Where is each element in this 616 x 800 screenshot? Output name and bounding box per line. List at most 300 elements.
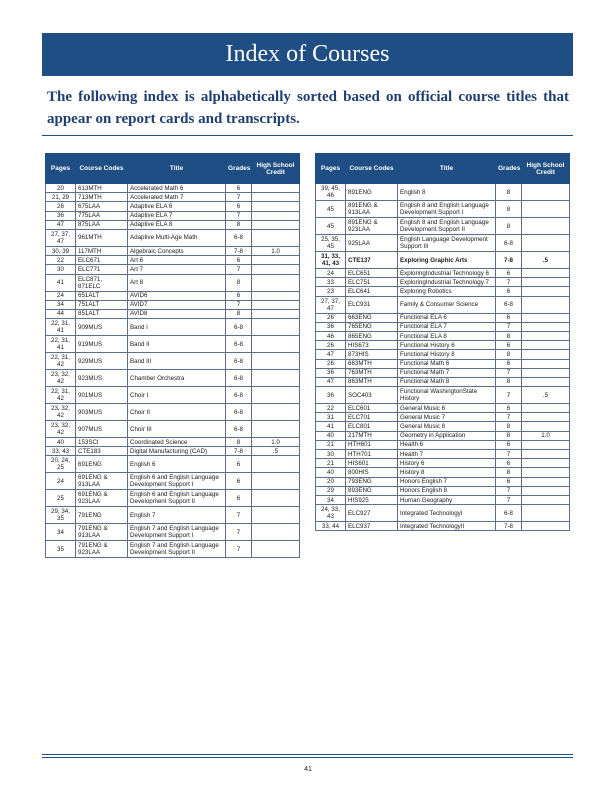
cell-pages: 30 <box>316 450 346 459</box>
cell-pages: 21 <box>316 459 346 468</box>
cell-title: English 6 and English Language Development Support II <box>128 490 226 507</box>
table-row <box>316 313 570 322</box>
col-pages: Pages <box>46 154 76 184</box>
cell-grades: 6 <box>226 456 252 473</box>
cell-title: English 7 and English Language Development Support II <box>128 541 226 558</box>
cell-credit <box>522 422 570 431</box>
cell-grades: 8 <box>226 220 252 229</box>
cell-pages: 30, 39 <box>46 246 76 255</box>
table-row <box>46 274 300 291</box>
course-index-table-right <box>315 153 570 531</box>
cell-title: Digital Manufacturing (CAD) <box>128 447 226 456</box>
col-grades: Grades <box>226 154 252 184</box>
cell-codes: CTE183 <box>76 447 128 456</box>
cell-codes: ELC801 <box>346 422 398 431</box>
cell-credit <box>522 377 570 386</box>
cell-grades: 7 <box>496 368 522 377</box>
table-row <box>316 377 570 386</box>
cell-title: Accelerated Math 6 <box>128 184 226 193</box>
cell-codes: 907MUS <box>76 421 128 438</box>
cell-codes: SOC403 <box>346 387 398 404</box>
cell-codes: 117MTH <box>76 246 128 255</box>
table-row <box>46 438 300 447</box>
cell-title: Adaptive ELA 8 <box>128 220 226 229</box>
cell-credit <box>252 300 300 309</box>
cell-title: AVID7 <box>128 300 226 309</box>
cell-credit <box>522 322 570 331</box>
cell-credit <box>522 459 570 468</box>
cell-pages: 22 <box>46 256 76 265</box>
cell-codes: CTE137 <box>346 252 398 269</box>
cell-codes: 903MUS <box>76 404 128 421</box>
cell-credit <box>522 522 570 531</box>
cell-title: English Language Development Support III <box>398 235 496 252</box>
cell-pages: 26 <box>46 202 76 211</box>
cell-credit: .5 <box>252 447 300 456</box>
cell-credit <box>522 450 570 459</box>
cell-pages: 20, 24, 25 <box>46 456 76 473</box>
cell-credit <box>522 341 570 350</box>
cell-grades: 6-8 <box>496 505 522 522</box>
cell-credit <box>522 413 570 422</box>
cell-pages: 22, 31, 42 <box>46 353 76 370</box>
cell-codes: 875LAA <box>76 220 128 229</box>
table-row <box>46 319 300 336</box>
cell-pages: 33, 44 <box>316 522 346 531</box>
cell-grades: 7 <box>226 507 252 524</box>
cell-pages: 20 <box>316 477 346 486</box>
cell-title: Integrated TechnologyI <box>398 505 496 522</box>
cell-codes: 893ENG <box>346 486 398 495</box>
table-row <box>316 505 570 522</box>
cell-credit: 1.0 <box>522 431 570 440</box>
cell-codes: 691ENG & 923LAA <box>76 490 128 507</box>
cell-codes: 961MTH <box>76 229 128 246</box>
table-row <box>316 387 570 404</box>
cell-grades: 6 <box>496 359 522 368</box>
table-row <box>46 184 300 193</box>
cell-grades: 6 <box>496 404 522 413</box>
cell-codes: 153SCI <box>76 438 128 447</box>
table-row <box>316 252 570 269</box>
cell-codes: 919MUS <box>76 336 128 353</box>
table-row <box>46 524 300 541</box>
cell-pages: 27, 37, 47 <box>46 229 76 246</box>
cell-grades: 7 <box>496 278 522 287</box>
table-row <box>46 246 300 255</box>
table-row <box>316 201 570 218</box>
cell-codes: 675LAA <box>76 202 128 211</box>
cell-grades: 8 <box>496 468 522 477</box>
col-codes: Course Codes <box>76 154 128 184</box>
cell-codes: 765ENG <box>346 322 398 331</box>
cell-codes: 613MTH <box>76 184 128 193</box>
cell-grades: 7 <box>496 486 522 495</box>
cell-pages: 41 <box>316 422 346 431</box>
table-row <box>316 235 570 252</box>
cell-credit <box>252 274 300 291</box>
cell-codes: ELC701 <box>346 413 398 422</box>
cell-title: Accelerated Math 7 <box>128 193 226 202</box>
cell-codes: 863MTH <box>346 377 398 386</box>
table-row <box>316 422 570 431</box>
cell-grades: 6-8 <box>226 421 252 438</box>
cell-pages: 47 <box>46 220 76 229</box>
cell-title: Art 6 <box>128 256 226 265</box>
cell-grades: 6 <box>496 269 522 278</box>
table-row <box>316 522 570 531</box>
cell-pages: 36 <box>316 322 346 331</box>
intro-paragraph: The following index is alphabetically sorted based on official course titles that appear on report cards and transcripts. <box>47 89 569 127</box>
cell-codes: 929MUS <box>76 353 128 370</box>
table-row <box>316 477 570 486</box>
cell-codes: 909MUS <box>76 319 128 336</box>
table-row <box>316 450 570 459</box>
cell-title: Functional Math 7 <box>398 368 496 377</box>
cell-codes: ELC871, 871ELC <box>76 274 128 291</box>
table-row <box>46 193 300 202</box>
cell-title: Functional ELA 8 <box>398 331 496 340</box>
cell-grades: 7 <box>226 265 252 274</box>
cell-title: Functional ELA 6 <box>398 313 496 322</box>
cell-pages: 22, 31, 42 <box>46 387 76 404</box>
cell-pages: 47 <box>316 377 346 386</box>
cell-credit: 1.0 <box>252 246 300 255</box>
table-row <box>316 468 570 477</box>
cell-pages: 29, 34, 35 <box>46 507 76 524</box>
cell-codes: 713MTH <box>76 193 128 202</box>
table-row <box>46 387 300 404</box>
cell-title: Choir III <box>128 421 226 438</box>
table-row <box>46 507 300 524</box>
cell-grades: 7-8 <box>226 246 252 255</box>
table-row <box>316 431 570 440</box>
cell-grades: 6 <box>496 341 522 350</box>
cell-credit: .5 <box>522 387 570 404</box>
cell-title: Honors English 8 <box>398 486 496 495</box>
table-row <box>316 413 570 422</box>
table-row <box>46 353 300 370</box>
cell-credit <box>252 309 300 318</box>
cell-grades: 6-8 <box>226 370 252 387</box>
table-row <box>46 490 300 507</box>
cell-title: English 6 and English Language Development Support I <box>128 473 226 490</box>
cell-grades: 6 <box>496 440 522 449</box>
table-row <box>46 421 300 438</box>
cell-grades: 7 <box>496 450 522 459</box>
table-row <box>46 456 300 473</box>
cell-title: Health 6 <box>398 440 496 449</box>
cell-codes: 923MUS <box>76 370 128 387</box>
cell-credit <box>252 202 300 211</box>
cell-credit <box>522 296 570 313</box>
table-row <box>46 300 300 309</box>
cell-codes: ELC751 <box>346 278 398 287</box>
cell-grades: 7 <box>496 322 522 331</box>
cell-pages: 31 <box>316 413 346 422</box>
cell-pages: 29 <box>316 486 346 495</box>
cell-codes: 865ENG <box>346 331 398 340</box>
cell-grades: 6 <box>226 202 252 211</box>
cell-grades: 8 <box>496 431 522 440</box>
cell-grades: 7 <box>496 495 522 504</box>
cell-codes: 793ENG <box>346 477 398 486</box>
cell-codes: 891ENG <box>346 184 398 201</box>
cell-grades: 7 <box>226 300 252 309</box>
cell-codes: 891ENG & 923LAA <box>346 218 398 235</box>
cell-grades: 7-8 <box>226 447 252 456</box>
cell-pages: 36 <box>316 368 346 377</box>
cell-credit <box>252 184 300 193</box>
cell-title: Functional History 8 <box>398 350 496 359</box>
cell-grades: 6-8 <box>226 404 252 421</box>
cell-title: Art 8 <box>128 274 226 291</box>
cell-codes: ELC671 <box>76 256 128 265</box>
cell-title: Adaptive ELA 7 <box>128 211 226 220</box>
cell-title: Chamber Orchestra <box>128 370 226 387</box>
cell-grades: 7 <box>226 193 252 202</box>
cell-codes: 791ENG & 923LAA <box>76 541 128 558</box>
cell-title: General Music 8 <box>398 422 496 431</box>
table-row <box>46 370 300 387</box>
cell-credit <box>252 319 300 336</box>
cell-codes: 791ENG & 913LAA <box>76 524 128 541</box>
cell-title: Algebraic Concepts <box>128 246 226 255</box>
table-row <box>46 229 300 246</box>
cell-pages: 33 <box>316 278 346 287</box>
cell-credit <box>252 220 300 229</box>
cell-pages: 23 <box>316 287 346 296</box>
cell-title: Integrated TechnologyII <box>398 522 496 531</box>
cell-codes: ELC771 <box>76 265 128 274</box>
cell-codes: 651ALT <box>76 291 128 300</box>
cell-grades: 7 <box>226 211 252 220</box>
cell-credit <box>252 421 300 438</box>
cell-pages: 24 <box>316 269 346 278</box>
table-row <box>316 486 570 495</box>
cell-grades: 7 <box>496 413 522 422</box>
cell-credit <box>522 287 570 296</box>
cell-title: Honors English 7 <box>398 477 496 486</box>
cell-pages: 40 <box>316 468 346 477</box>
cell-grades: 7-8 <box>496 522 522 531</box>
cell-title: AVID6 <box>128 291 226 300</box>
cell-title: Band III <box>128 353 226 370</box>
table-row <box>316 296 570 313</box>
cell-codes: 901MUS <box>76 387 128 404</box>
cell-pages: 35 <box>46 541 76 558</box>
cell-codes: ELC641 <box>346 287 398 296</box>
table-row <box>316 278 570 287</box>
col-credit: High School Credit <box>522 154 570 184</box>
cell-codes: 691ENG <box>76 456 128 473</box>
cell-credit <box>522 368 570 377</box>
cell-credit <box>252 507 300 524</box>
cell-pages: 22, 31, 41 <box>46 319 76 336</box>
table-row <box>46 220 300 229</box>
table-row <box>316 322 570 331</box>
cell-grades: 8 <box>226 309 252 318</box>
cell-codes: 925LAA <box>346 235 398 252</box>
cell-codes: ELC931 <box>346 296 398 313</box>
header-divider <box>42 135 573 136</box>
cell-credit <box>522 235 570 252</box>
cell-credit <box>252 211 300 220</box>
cell-codes: ELC927 <box>346 505 398 522</box>
cell-pages: 22 <box>316 404 346 413</box>
cell-pages: 34 <box>316 495 346 504</box>
cell-title: Functional Math 6 <box>398 359 496 368</box>
cell-credit <box>522 269 570 278</box>
cell-title: English 7 <box>128 507 226 524</box>
cell-title: Choir I <box>128 387 226 404</box>
cell-credit <box>522 350 570 359</box>
course-index-table-left <box>45 153 300 558</box>
col-title: Title <box>128 154 226 184</box>
cell-pages: 26 <box>316 313 346 322</box>
cell-title: Human Geography <box>398 495 496 504</box>
table-row <box>46 211 300 220</box>
cell-pages: 21, 29 <box>46 193 76 202</box>
cell-title: ExploringIndustrial Technology 7 <box>398 278 496 287</box>
cell-codes: 800HIS <box>346 468 398 477</box>
cell-pages: 24 <box>46 291 76 300</box>
cell-pages: 47 <box>316 350 346 359</box>
cell-codes: 873HIS <box>346 350 398 359</box>
cell-grades: 6 <box>226 473 252 490</box>
col-pages: Pages <box>316 154 346 184</box>
cell-title: General Music 7 <box>398 413 496 422</box>
cell-title: Family & Consumer Science <box>398 296 496 313</box>
cell-credit <box>252 370 300 387</box>
cell-credit <box>522 477 570 486</box>
cell-credit <box>252 291 300 300</box>
cell-codes: 851ALT <box>76 309 128 318</box>
cell-pages: 40 <box>316 431 346 440</box>
cell-credit <box>522 505 570 522</box>
table-row <box>316 350 570 359</box>
cell-credit <box>522 331 570 340</box>
cell-grades: 6 <box>496 459 522 468</box>
cell-pages: 30 <box>46 265 76 274</box>
cell-grades: 6-8 <box>226 229 252 246</box>
col-title: Title <box>398 154 496 184</box>
cell-credit <box>522 184 570 201</box>
cell-grades: 6 <box>226 256 252 265</box>
cell-codes: 663MTH <box>346 359 398 368</box>
cell-credit <box>252 456 300 473</box>
table-row <box>316 331 570 340</box>
cell-pages: 40 <box>46 438 76 447</box>
cell-credit <box>252 387 300 404</box>
cell-credit <box>252 353 300 370</box>
table-row <box>46 256 300 265</box>
cell-pages: 34 <box>46 524 76 541</box>
cell-pages: 26 <box>316 341 346 350</box>
cell-grades: 6-8 <box>226 319 252 336</box>
col-credit: High School Credit <box>252 154 300 184</box>
cell-title: English 6 <box>128 456 226 473</box>
cell-grades: 8 <box>496 184 522 201</box>
cell-grades: 6 <box>496 313 522 322</box>
cell-credit <box>252 524 300 541</box>
cell-grades: 7-8 <box>496 252 522 269</box>
cell-title: Art 7 <box>128 265 226 274</box>
cell-pages: 27, 37, 47 <box>316 296 346 313</box>
cell-pages: 44 <box>46 309 76 318</box>
cell-title: Functional WashingtonState History <box>398 387 496 404</box>
table-row <box>316 359 570 368</box>
cell-credit <box>522 313 570 322</box>
table-row <box>316 404 570 413</box>
cell-pages: 23, 32, 42 <box>46 404 76 421</box>
table-row <box>316 440 570 449</box>
cell-credit <box>522 218 570 235</box>
cell-grades: 8 <box>496 377 522 386</box>
cell-pages: 24, 33, 43 <box>316 505 346 522</box>
cell-pages: 45 <box>316 218 346 235</box>
cell-credit <box>252 265 300 274</box>
table-row <box>46 309 300 318</box>
cell-codes: 751ALT <box>76 300 128 309</box>
cell-credit <box>252 256 300 265</box>
cell-credit <box>252 336 300 353</box>
cell-codes: 763MTH <box>346 368 398 377</box>
table-row <box>46 202 300 211</box>
cell-grades: 8 <box>496 201 522 218</box>
cell-credit <box>252 473 300 490</box>
cell-pages: 22, 31, 41 <box>46 336 76 353</box>
cell-grades: 6-8 <box>226 387 252 404</box>
cell-credit <box>522 404 570 413</box>
col-codes: Course Codes <box>346 154 398 184</box>
cell-pages: 25, 35, 45 <box>316 235 346 252</box>
cell-credit <box>252 193 300 202</box>
cell-pages: 23, 32, 42 <box>46 370 76 387</box>
cell-pages: 39, 45, 46 <box>316 184 346 201</box>
cell-pages: 34 <box>46 300 76 309</box>
cell-pages: 26 <box>316 359 346 368</box>
cell-codes: 663ENG <box>346 313 398 322</box>
table-row <box>46 404 300 421</box>
cell-codes: 891ENG & 913LAA <box>346 201 398 218</box>
table-row <box>316 269 570 278</box>
cell-codes: ELC651 <box>346 269 398 278</box>
cell-pages: 25 <box>46 490 76 507</box>
cell-codes: HTH601 <box>346 440 398 449</box>
cell-grades: 6 <box>226 184 252 193</box>
cell-grades: 8 <box>496 350 522 359</box>
cell-pages: 36 <box>316 387 346 404</box>
cell-codes: HIS601 <box>346 459 398 468</box>
cell-title: Coordinated Science <box>128 438 226 447</box>
cell-credit <box>522 278 570 287</box>
table-row <box>46 473 300 490</box>
footer-divider-top <box>42 754 573 755</box>
cell-grades: 8 <box>496 218 522 235</box>
cell-title: Band II <box>128 336 226 353</box>
cell-title: Adaptive ELA 6 <box>128 202 226 211</box>
cell-grades: 6-8 <box>496 296 522 313</box>
cell-credit <box>252 229 300 246</box>
cell-codes: 775LAA <box>76 211 128 220</box>
cell-title: English 8 and English Language Development Support II <box>398 218 496 235</box>
cell-title: AVID8 <box>128 309 226 318</box>
cell-credit <box>252 490 300 507</box>
cell-pages: 46 <box>316 331 346 340</box>
cell-pages: 21 <box>316 440 346 449</box>
cell-title: Geometry in Application <box>398 431 496 440</box>
